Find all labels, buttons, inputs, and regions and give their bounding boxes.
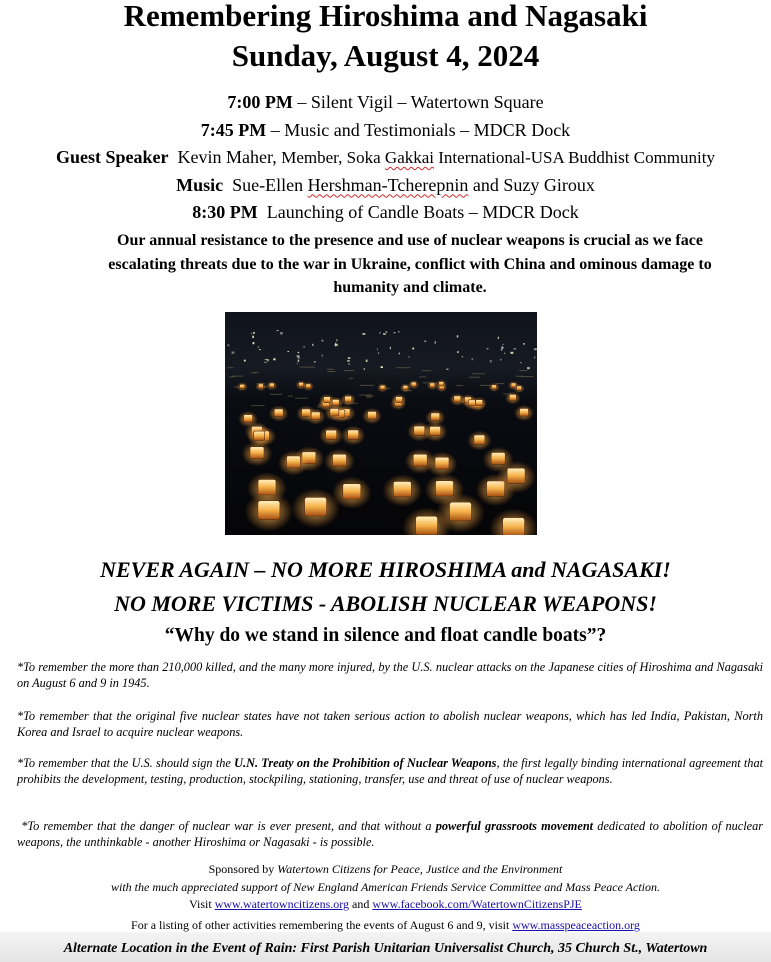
slogan-never-again: NEVER AGAIN – NO MORE HIROSHIMA and NAGASAKI! bbox=[100, 557, 671, 582]
lantern-boat bbox=[503, 518, 525, 535]
guest-desc-pre: Member, Soka bbox=[281, 148, 385, 167]
lantern-boat bbox=[492, 385, 497, 389]
city-light bbox=[298, 360, 300, 362]
vigil-separator: – bbox=[292, 92, 311, 112]
support-line bbox=[0, 879, 771, 897]
city-light bbox=[287, 351, 289, 352]
city-light bbox=[321, 340, 323, 342]
lantern-boat bbox=[393, 482, 411, 497]
guest-label: Guest Speaker bbox=[56, 147, 169, 167]
guest-description bbox=[281, 148, 715, 167]
lantern-boat bbox=[454, 396, 461, 402]
launch-text: Launching of Candle Boats – MDCR Dock bbox=[266, 202, 579, 222]
lantern-boat bbox=[517, 386, 522, 390]
lantern-boat bbox=[430, 383, 435, 387]
city-light bbox=[364, 368, 365, 370]
city-light bbox=[514, 348, 517, 350]
city-light bbox=[297, 355, 300, 357]
city-light bbox=[336, 339, 338, 341]
city-light bbox=[280, 332, 283, 335]
city-light bbox=[394, 332, 396, 333]
city-light bbox=[348, 357, 351, 358]
city-light bbox=[366, 360, 368, 362]
city-light bbox=[457, 335, 459, 337]
city-light bbox=[377, 348, 378, 350]
musicians-label: Music bbox=[176, 174, 224, 195]
music-separator: – bbox=[266, 119, 285, 140]
reason-3-post: , the first legally binding international agreement that prohibits the development, testing, production, stockpiling, stationing, transfer, use and threat of use of nuclear weapons. bbox=[17, 756, 764, 786]
lantern-boat bbox=[250, 447, 264, 459]
city-light bbox=[298, 352, 300, 353]
city-light bbox=[276, 330, 278, 331]
lantern-boat bbox=[299, 382, 304, 386]
lantern-boat bbox=[491, 452, 505, 464]
music-time: 7:45 PM bbox=[200, 119, 267, 140]
lantern-boat bbox=[403, 385, 408, 389]
lantern-boat bbox=[269, 383, 274, 387]
and-text: and bbox=[349, 897, 373, 911]
schedule bbox=[0, 89, 771, 227]
city-light bbox=[501, 347, 503, 349]
city-light bbox=[259, 349, 261, 350]
city-light bbox=[398, 331, 400, 333]
launch-time: 8:30 PM bbox=[192, 202, 258, 222]
city-light bbox=[527, 367, 530, 369]
lantern-boat bbox=[507, 468, 525, 483]
listing-text: For a listing of other activities remembering the events of August 6 and 9, visit bbox=[131, 917, 513, 932]
city-light bbox=[253, 342, 255, 344]
city-light bbox=[520, 362, 522, 363]
city-light bbox=[487, 348, 489, 349]
question-heading: “Why do we stand in silence and float candle boats”? bbox=[164, 625, 607, 646]
intro-statement: Our annual resistance to the presence and use of nuclear weapons is crucial as we face escalating threats due to the war in Ukraine, conflict with China and ominous damage to humanity and climate. bbox=[108, 232, 712, 296]
city-light bbox=[386, 331, 388, 332]
city-light bbox=[348, 363, 349, 365]
lantern-boat bbox=[244, 415, 253, 423]
lantern-boat bbox=[254, 431, 265, 440]
lantern-boat bbox=[431, 413, 440, 421]
watertowncitizens-link[interactable]: www.watertowncitizens.org bbox=[214, 897, 350, 911]
lantern-boat bbox=[436, 481, 454, 496]
city-light bbox=[232, 352, 235, 354]
lantern-boat bbox=[348, 430, 359, 439]
lantern-boat bbox=[380, 385, 385, 389]
city-light bbox=[435, 341, 436, 344]
lantern-boat bbox=[439, 382, 444, 386]
music-text: Music and Testimonials – MDCR Dock bbox=[284, 119, 571, 140]
city-light bbox=[297, 363, 298, 364]
lantern-boat bbox=[343, 484, 361, 499]
reason-4-pre: *To remember that the danger of nuclear war is ever present, and that without a bbox=[21, 819, 436, 833]
city-light bbox=[534, 356, 535, 358]
event-title bbox=[0, 0, 771, 76]
city-light bbox=[462, 356, 463, 357]
city-light bbox=[335, 344, 338, 346]
masspeaceaction-link[interactable]: www.masspeaceaction.org bbox=[512, 917, 640, 932]
city-light bbox=[446, 369, 448, 371]
city-light bbox=[523, 343, 525, 345]
lantern-boat bbox=[258, 384, 263, 388]
event-date: Sunday, August 4, 2024 bbox=[231, 38, 540, 73]
title-line-1: Remembering Hiroshima and Nagasaki bbox=[123, 0, 648, 33]
city-light bbox=[457, 351, 459, 353]
city-light bbox=[472, 358, 474, 360]
city-light bbox=[501, 349, 503, 351]
spellcheck-word-hershman: Hershman-Tcherepnin bbox=[307, 174, 469, 195]
reason-paragraph-2: *To remember that the original five nuclear states have not taken serious action to abolish nuclear weapons, which has led India, Pakistan, North Korea and Israel to acquire nuclear weapons. bbox=[17, 709, 763, 739]
lantern-boat bbox=[474, 435, 485, 444]
facebook-link[interactable]: www.facebook.com/WatertownCitizensPJE bbox=[372, 897, 582, 911]
city-light bbox=[399, 353, 400, 355]
city-light bbox=[253, 332, 255, 334]
vigil-time: 7:00 PM bbox=[227, 92, 293, 112]
city-light bbox=[312, 344, 314, 346]
treaty-name: U.N. Treaty on the Prohibition of Nuclear Weapons bbox=[234, 756, 497, 770]
lantern-boat bbox=[368, 412, 377, 420]
city-light bbox=[227, 344, 229, 346]
city-light bbox=[498, 337, 499, 339]
city-light bbox=[258, 346, 259, 348]
city-light bbox=[379, 332, 381, 334]
rain-location-footer: Alternate Location in the Event of Rain: First Parish Unitarian Universalist Church, 35 Church St., Watertown bbox=[63, 941, 708, 956]
vigil-text: Silent Vigil – Watertown Square bbox=[310, 92, 544, 112]
grassroots-phrase: powerful grassroots movement bbox=[435, 819, 594, 833]
city-light bbox=[534, 348, 537, 350]
city-light bbox=[490, 360, 492, 362]
lantern-boat bbox=[311, 412, 320, 420]
sponsor-pre: Sponsored by bbox=[208, 862, 278, 876]
schedule-launch bbox=[0, 199, 771, 227]
lantern-boat bbox=[345, 396, 352, 402]
lantern-boat bbox=[326, 430, 337, 439]
city-light bbox=[383, 333, 386, 335]
lantern-boat bbox=[476, 400, 483, 406]
city-light bbox=[500, 359, 501, 361]
lantern-boat bbox=[287, 456, 301, 468]
musicians-post: and Suzy Giroux bbox=[468, 174, 595, 195]
schedule-musicians bbox=[0, 172, 771, 200]
city-light bbox=[264, 362, 267, 363]
lantern-boat bbox=[330, 408, 339, 416]
lantern-boat bbox=[305, 497, 327, 516]
slogan-no-more-victims: NO MORE VICTIMS - ABOLISH NUCLEAR WEAPONS! bbox=[114, 591, 657, 616]
lantern-boat bbox=[258, 501, 280, 520]
sponsor-org: Watertown Citizens for Peace, Justice and the Environment bbox=[277, 862, 563, 876]
reason-paragraph-3 bbox=[17, 756, 763, 787]
city-light bbox=[381, 366, 383, 368]
city-light bbox=[314, 361, 316, 362]
musicians-pre: Sue-Ellen bbox=[232, 174, 308, 195]
city-light bbox=[267, 359, 269, 361]
city-light bbox=[412, 348, 414, 350]
city-light bbox=[251, 333, 252, 335]
lantern-boat bbox=[274, 409, 283, 417]
reason-paragraph-1: *To remember the more than 210,000 killed, and the many more injured, by the U.S. nuclear attacks on the Japanese cities of Hiroshima and Nagasaki on August 6 and 9 in 1945. bbox=[17, 660, 763, 690]
visit-text: Visit bbox=[189, 897, 215, 911]
reason-paragraph-4 bbox=[17, 819, 763, 850]
lantern-boat bbox=[240, 384, 245, 388]
city-light bbox=[504, 353, 505, 354]
guest-name: Kevin Maher, bbox=[177, 147, 277, 167]
lantern-boat bbox=[332, 399, 339, 405]
city-light bbox=[378, 352, 379, 353]
city-light bbox=[347, 360, 350, 362]
city-light bbox=[424, 341, 426, 342]
city-light bbox=[322, 355, 323, 357]
lantern-boat bbox=[450, 502, 472, 521]
city-light bbox=[408, 356, 410, 357]
city-light bbox=[303, 346, 305, 348]
city-light bbox=[502, 344, 504, 345]
reason-3-pre: *To remember that the U.S. should sign the bbox=[17, 756, 235, 770]
lantern-boat bbox=[509, 395, 516, 401]
lantern-boat bbox=[416, 516, 438, 535]
spellcheck-word-gakkai: Gakkai bbox=[384, 148, 435, 167]
city-light bbox=[273, 358, 275, 360]
sponsor-line bbox=[0, 861, 771, 879]
city-light bbox=[362, 333, 365, 335]
lantern-boat bbox=[520, 409, 529, 417]
sponsor-block bbox=[0, 861, 771, 934]
city-light bbox=[510, 352, 513, 354]
schedule-music bbox=[0, 117, 771, 145]
city-light bbox=[390, 347, 391, 349]
lantern-boat bbox=[396, 397, 403, 403]
schedule-guest bbox=[0, 144, 771, 172]
lantern-boat bbox=[333, 454, 347, 466]
city-light bbox=[244, 360, 246, 362]
reason-4-post: dedicated to abolition of nuclear weapons, the unthinkable - another Hiroshima or Nagasaki - is possible. bbox=[17, 819, 764, 849]
candle-boats-photo bbox=[225, 312, 537, 535]
lantern-boat bbox=[413, 454, 427, 466]
lantern-boat bbox=[411, 382, 416, 386]
city-light bbox=[252, 336, 254, 338]
visit-line bbox=[0, 896, 771, 914]
lantern-boat bbox=[414, 426, 425, 435]
lantern-boat bbox=[435, 457, 449, 469]
schedule-vigil bbox=[0, 89, 771, 117]
support-text: with the much appreciated support of New England American Friends Service Committee and Mass Peace Action. bbox=[110, 879, 661, 894]
guest-desc-post: International-USA Buddhist Community bbox=[434, 148, 715, 167]
